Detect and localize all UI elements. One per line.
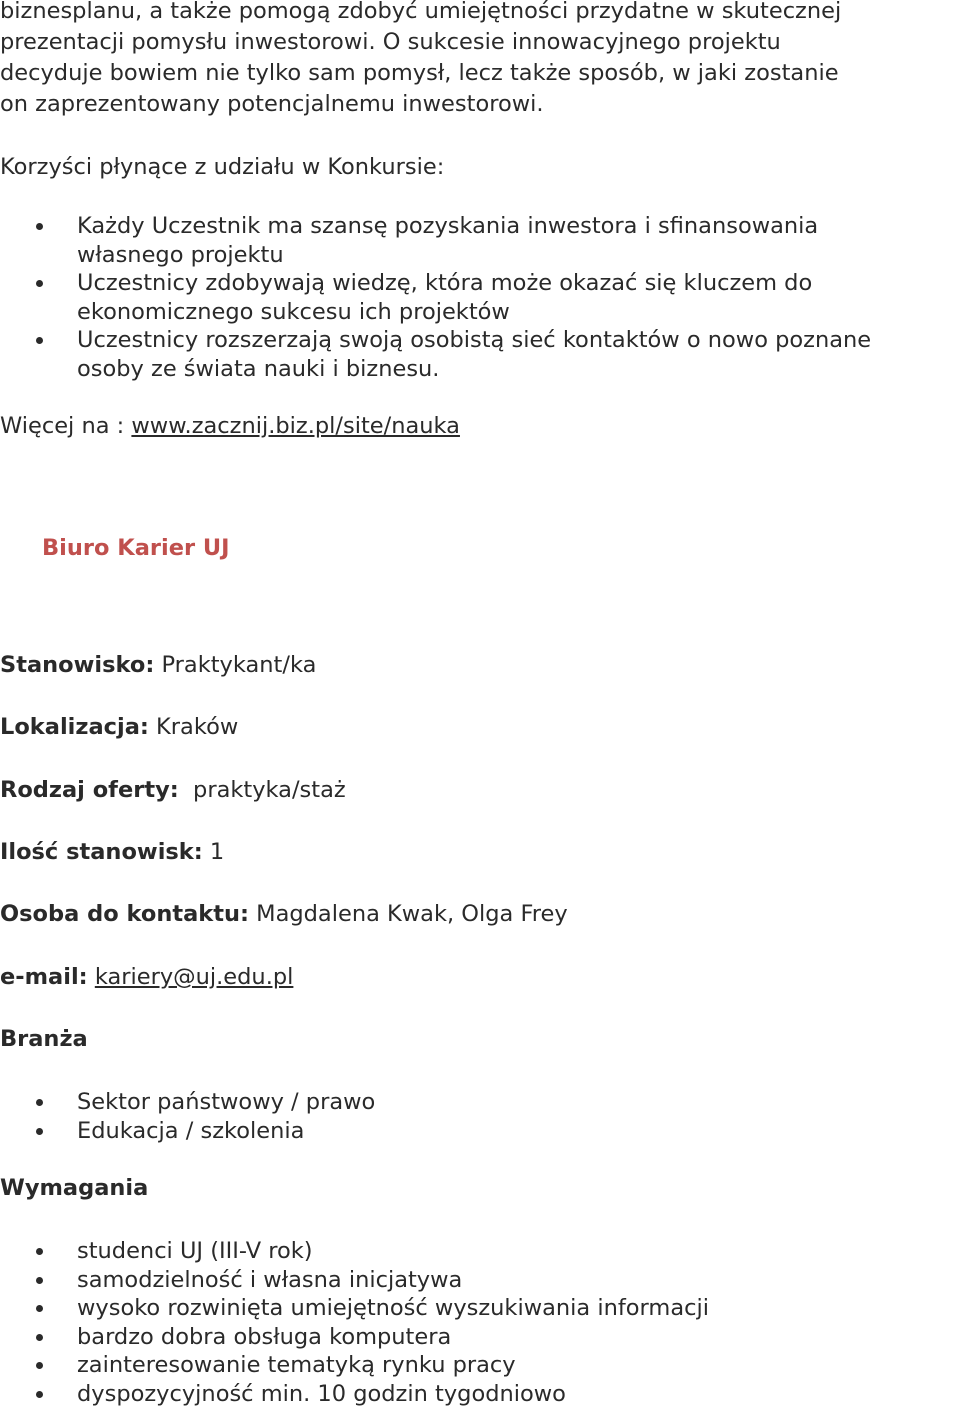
contact-person-label: Osoba do kontaktu: — [0, 901, 250, 927]
bullet-icon — [36, 1334, 43, 1341]
list-item — [0, 269, 960, 326]
list-item-text: samodzielność i własna inicjatywa — [77, 1266, 463, 1293]
email-label: e-mail: — [0, 964, 88, 990]
email-field — [0, 962, 293, 993]
list-item-text: studenci UJ (III-V rok) — [77, 1238, 313, 1264]
bullet-icon — [36, 1128, 43, 1135]
list-item-text: Sektor państwowy / prawo — [77, 1089, 376, 1115]
more-info-link[interactable]: www.zacznij.biz.pl/site/nauka — [131, 413, 460, 439]
list-item-text: Uczestnicy rozszerzają swoją osobistą sieć kontaktów o nowo poznane osoby ze świata nauki i biznesu. — [77, 327, 872, 382]
list-item — [0, 1380, 960, 1409]
bullet-icon — [36, 1391, 43, 1398]
list-item — [0, 1237, 960, 1266]
positions-count-label: Ilość stanowisk: — [0, 839, 203, 865]
bullet-icon — [36, 1099, 43, 1106]
bullet-icon — [36, 1305, 43, 1312]
positions-count-value: 1 — [202, 839, 225, 865]
list-item-text: wysoko rozwinięta umiejętność wyszukiwania informacji — [77, 1295, 709, 1321]
bullet-icon — [36, 1362, 43, 1369]
list-item-text: dyspozycyjność min. 10 godzin tygodniowo — [77, 1380, 566, 1407]
contact-person-value: Magdalena Kwak, Olga Frey — [249, 901, 568, 927]
bullet-icon — [36, 1277, 43, 1284]
list-item-text: zainteresowanie tematyką rynku pracy — [77, 1352, 516, 1378]
more-info-label: Więcej na : — [0, 413, 132, 439]
list-item — [0, 212, 960, 269]
industry-list — [0, 1088, 960, 1145]
list-item — [0, 1266, 960, 1295]
offer-type-label: Rodzaj oferty: — [0, 777, 179, 803]
location-field — [0, 712, 238, 743]
email-link[interactable]: kariery@uj.edu.pl — [94, 964, 294, 990]
list-item — [0, 1323, 960, 1352]
bullet-icon — [36, 223, 43, 230]
position-value: Praktykant/ka — [154, 652, 317, 678]
positions-count-field — [0, 837, 224, 868]
industry-heading: Branża — [0, 1026, 88, 1052]
bullet-icon — [36, 337, 43, 344]
bullet-icon — [36, 280, 43, 287]
list-item-text: Edukacja / szkolenia — [77, 1117, 305, 1144]
intro-paragraph: biznesplanu, a także pomogą zdobyć umiejętności przydatne w skutecznej prezentacji pomysłu inwestorowi. O sukcesie innowacyjnego projektu decyduje bowiem nie tylko sam pomysł, lecz także sposób, w jaki zostanie on zaprezentowany potencjalnemu inwestorowi. — [0, 0, 842, 117]
position-label: Stanowisko: — [0, 652, 155, 678]
list-item — [0, 1088, 960, 1117]
contact-person-field — [0, 899, 568, 930]
career-office-title: Biuro Karier UJ — [42, 535, 230, 561]
more-info-line — [0, 411, 460, 442]
location-value: Kraków — [148, 714, 239, 740]
list-item — [0, 1351, 960, 1380]
position-field — [0, 650, 316, 681]
list-item — [0, 1294, 960, 1323]
list-item-text: Każdy Uczestnik ma szansę pozyskania inwestora i sfinansowania własnego projektu — [77, 213, 819, 268]
offer-type-value: praktyka/staż — [178, 777, 346, 803]
list-item — [0, 326, 960, 383]
location-label: Lokalizacja: — [0, 714, 149, 740]
requirements-list — [0, 1237, 960, 1408]
offer-type-field — [0, 775, 346, 806]
list-item — [0, 1117, 960, 1146]
list-item-text: bardzo dobra obsługa komputera — [77, 1323, 452, 1350]
bullet-icon — [36, 1248, 43, 1255]
list-item-text: Uczestnicy zdobywają wiedzę, która może okazać się kluczem do ekonomicznego sukcesu ich projektów — [77, 270, 813, 325]
benefits-heading: Korzyści płynące z udziału w Konkursie: — [0, 154, 445, 180]
requirements-heading: Wymagania — [0, 1175, 149, 1201]
benefits-list — [0, 212, 960, 383]
